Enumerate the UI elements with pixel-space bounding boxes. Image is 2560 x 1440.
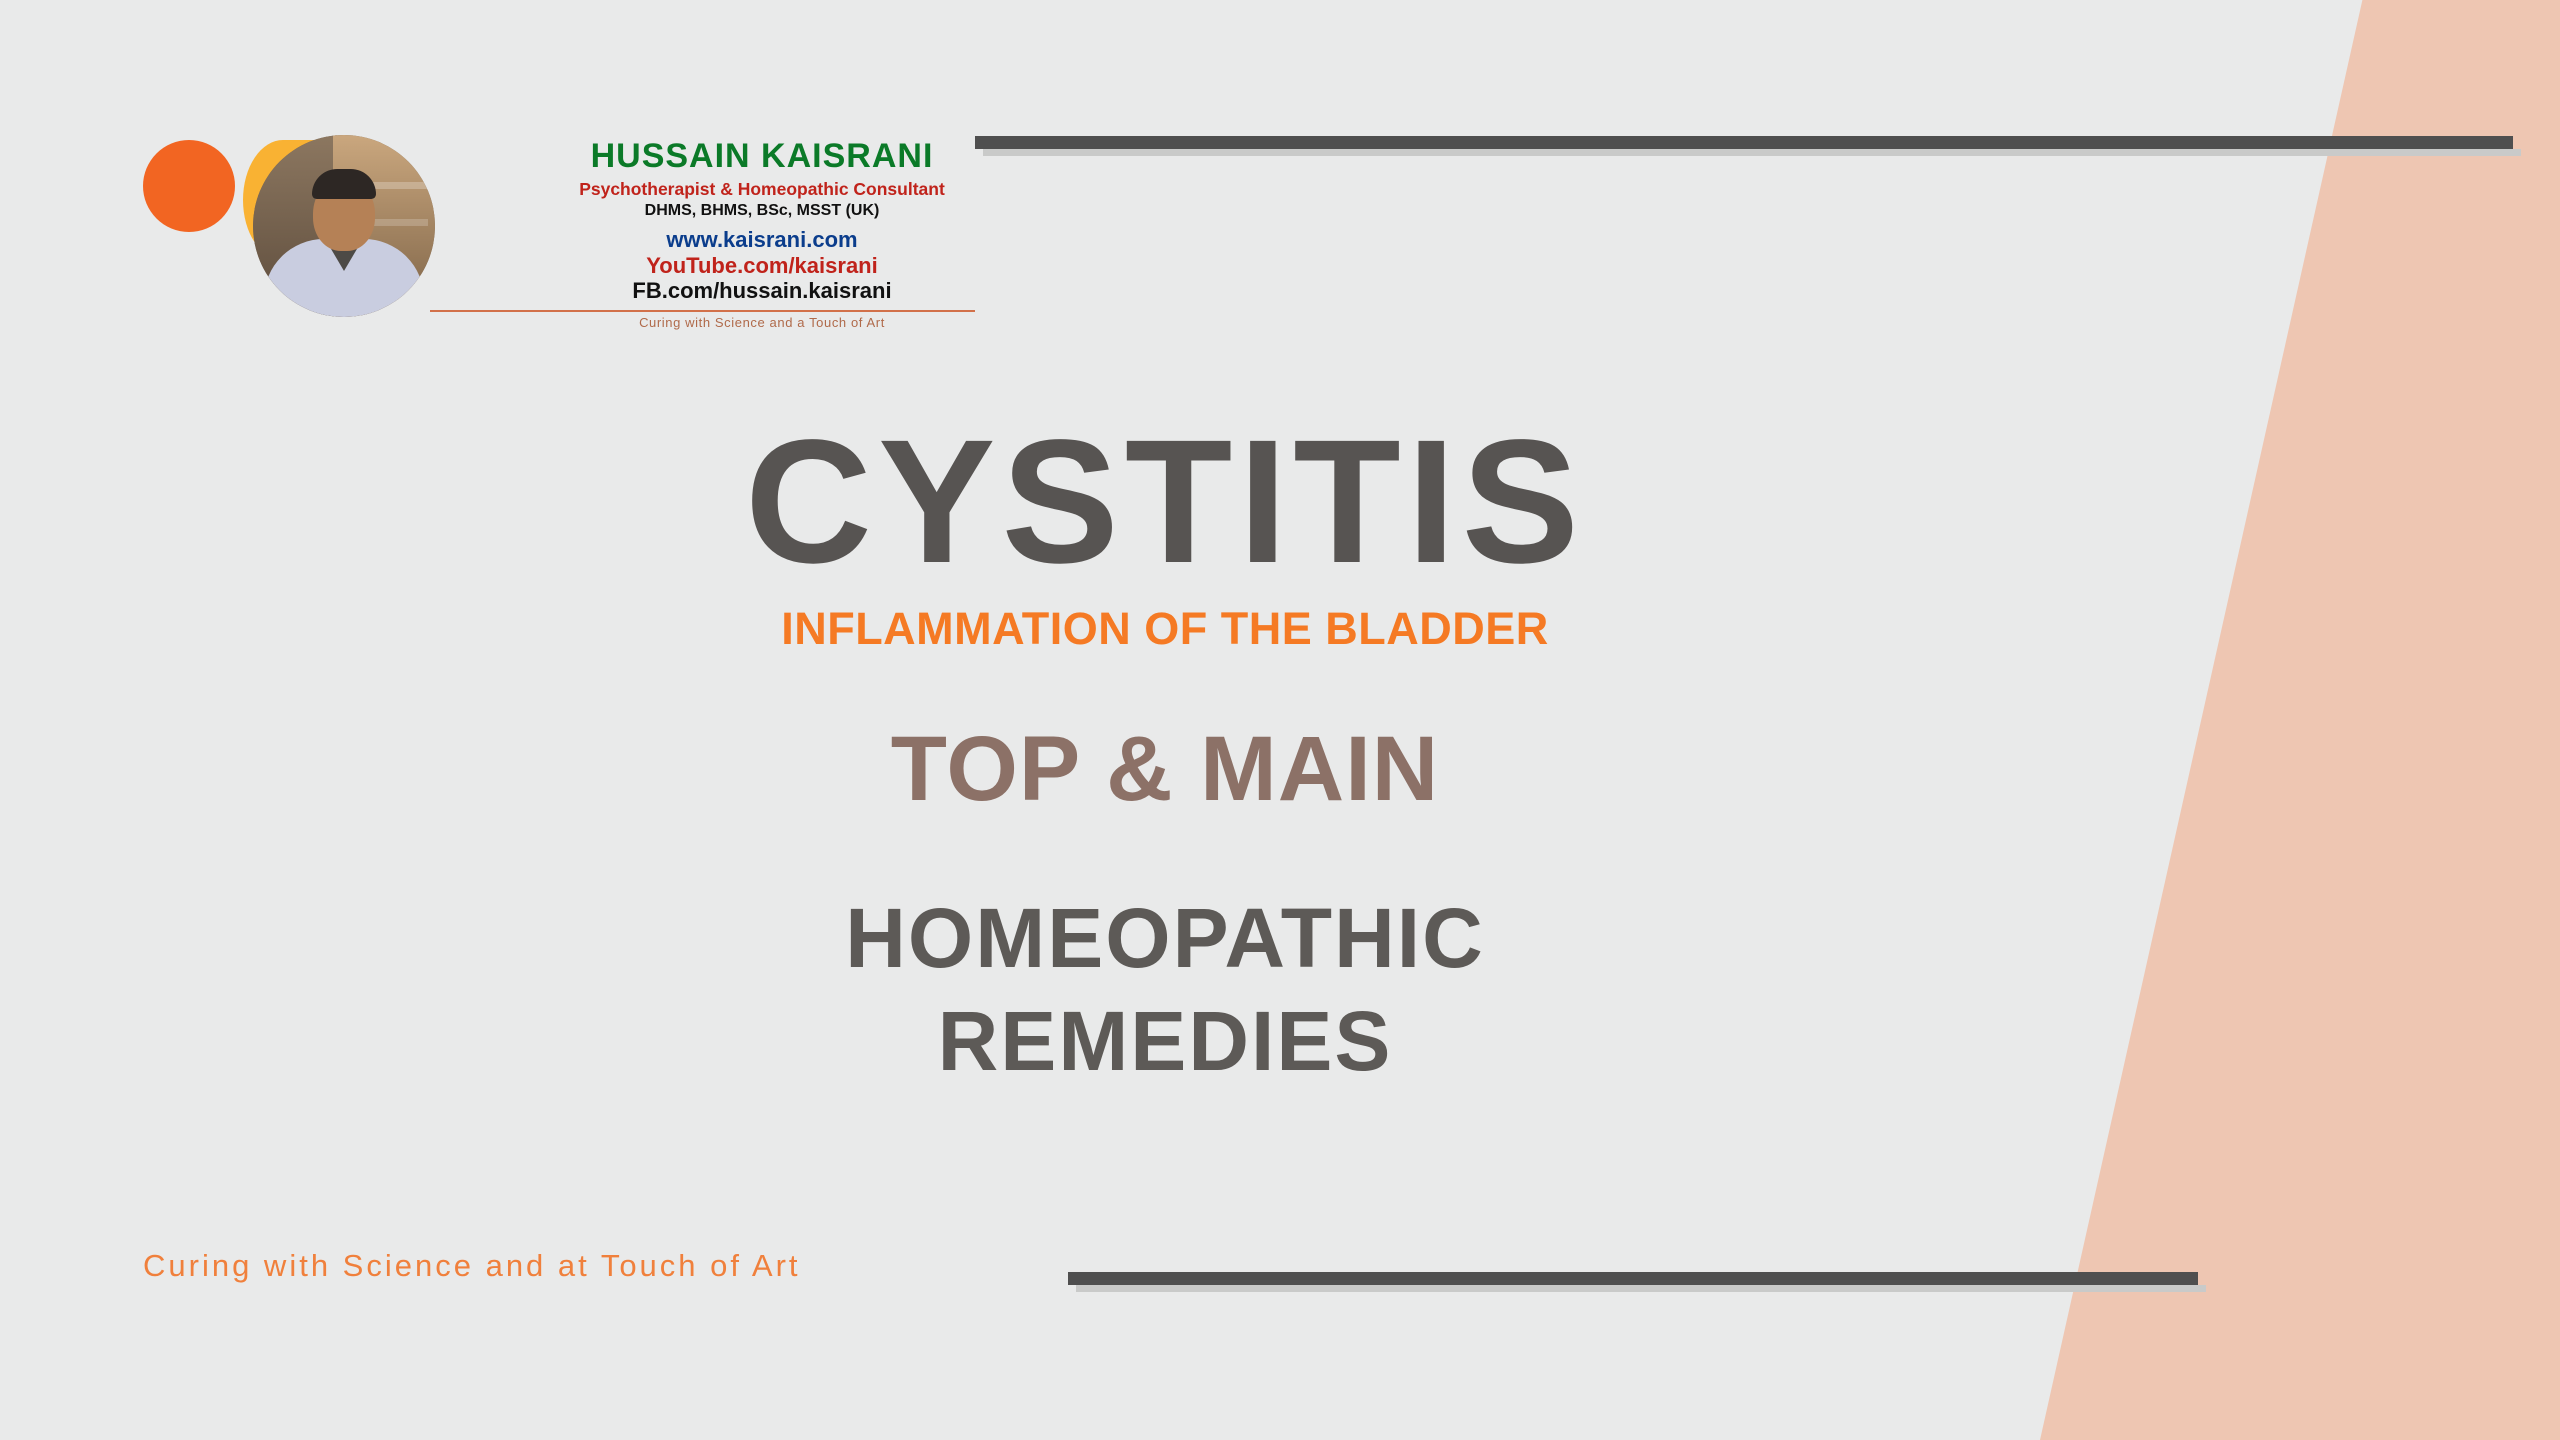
avatar [253,135,435,317]
page-subtitle: INFLAMMATION OF THE BLADDER [781,603,1549,655]
brand-role: Psychotherapist & Homeopathic Consultant [579,178,945,199]
brand-website[interactable]: www.kaisrani.com [666,226,858,252]
title-remedies-line2: REMEDIES [937,994,1393,1089]
slide-header [0,0,2560,370]
brand-degrees: DHMS, BHMS, BSc, MSST (UK) [644,201,880,219]
footer-tagline: Curing with Science and at Touch of Art [143,1248,801,1283]
brand-youtube[interactable]: YouTube.com/kaisrani [646,252,878,278]
orange-circle-decoration [143,140,235,232]
bottom-bar [1068,1272,2198,1285]
bottom-bar-shadow [1076,1285,2206,1292]
brand-block [552,138,972,330]
page-title: CYSTITIS [744,404,1586,600]
brand-underline [430,310,975,312]
avatar-hair [312,169,376,199]
title-block [0,404,2330,1090]
title-remedies-line1: HOMEOPATHIC [845,891,1485,986]
brand-facebook[interactable]: FB.com/hussain.kaisrani [632,278,892,304]
top-bar-shadow [983,149,2521,156]
title-top-line: TOP & MAIN [890,718,1440,821]
brand-name: HUSSAIN KAISRANI [590,137,934,175]
brand-tagline: Curing with Science and a Touch of Art [639,315,885,331]
top-bar [975,136,2513,149]
